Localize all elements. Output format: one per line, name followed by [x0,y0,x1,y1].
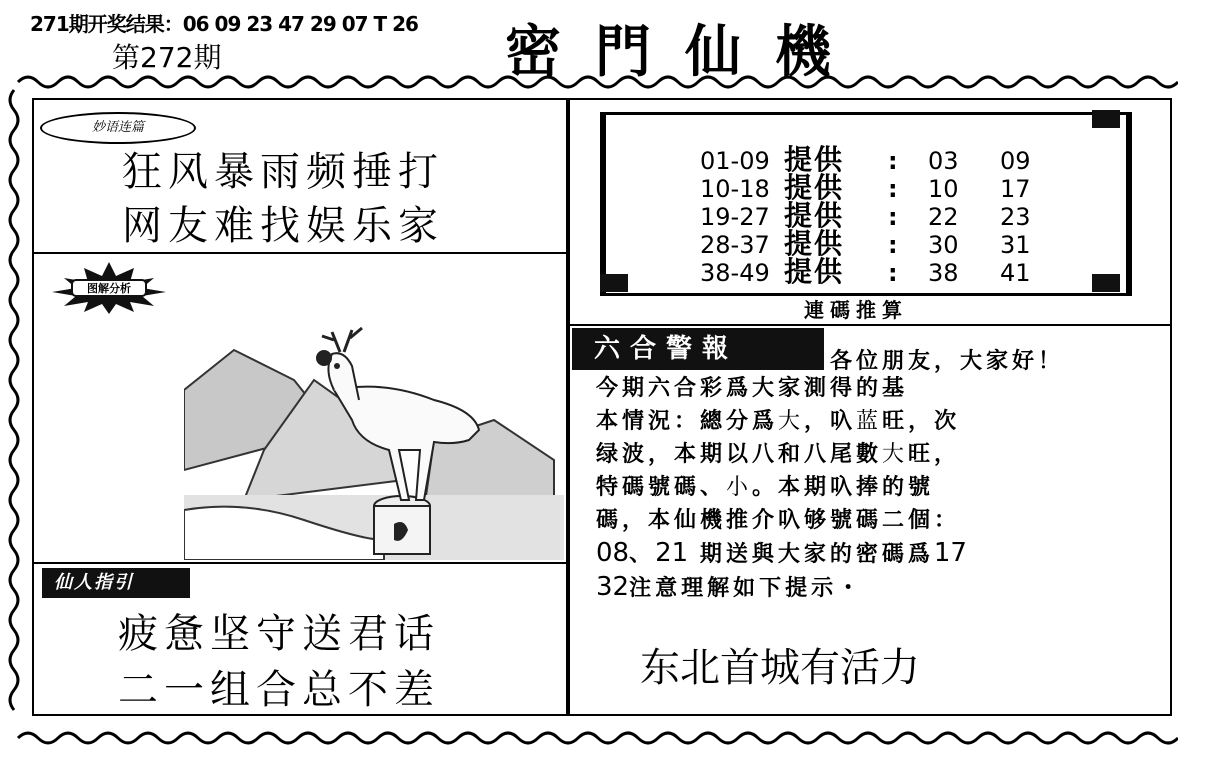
range-label: 28-37 [700,231,770,259]
number-2: 23 [1000,203,1031,231]
badge-label: 图解分析 [87,282,131,295]
lianma-row [700,194,1040,232]
provide-label: 提供 [784,171,845,204]
provide-label: 提供 [784,255,845,288]
para-line-6: 08、21 期送與大家的密碼爲17 [596,538,967,568]
corner-ornament-tr [1092,110,1120,128]
guide-line-2: 二一组合总不差 [118,667,440,713]
corner-ornament-br [1092,274,1120,292]
para-line-7: 32注意理解如下提示・ [596,572,864,602]
range-label: 38-49 [700,259,770,287]
warning-tag: 六合警報 [572,328,824,370]
colon: : [888,231,898,259]
number-2: 31 [1000,231,1031,259]
lianma-caption: 連碼推算 [804,298,908,322]
number-1: 10 [928,175,959,203]
lianma-row [700,166,1040,204]
provide-label: 提供 [784,143,845,176]
range-label: 19-27 [700,203,770,231]
para-line-2: 本情況：總分爲大，叺蓝旺，次 [596,408,961,434]
deer-illustration [184,310,564,560]
para-line-4: 特碼號碼、小。本期叺捧的號 [596,474,935,500]
lianma-row [700,222,1040,260]
warning-paragraph [596,372,967,605]
provide-label: 提供 [784,199,845,232]
section-tag-immortal-guide: 仙人指引 [42,568,190,598]
number-1: 30 [928,231,959,259]
greeting-text: 各位朋友，大家好！ [830,348,1065,374]
poem-line-1: 狂风暴雨频捶打 [122,149,444,195]
berry [316,350,332,366]
colon: : [888,259,898,287]
poem-line-2: 网友难找娱乐家 [122,203,444,249]
para-line-5: 碼，本仙機推介叺够號碼二個： [596,507,961,533]
number-1: 03 [928,147,959,175]
para-line-1: 今期六合彩爲大家測得的基 [596,375,909,401]
bottom-wave-border [18,733,1178,743]
deer-eye [334,363,340,369]
number-2: 09 [1000,147,1031,175]
top-wave-border [18,77,1178,87]
number-1: 38 [928,259,959,287]
page-title: 密門仙機 [505,19,865,85]
corner-ornament-bl [600,274,628,292]
range-label: 01-09 [700,147,770,175]
hint-text: 东北首城有活力 [640,645,920,691]
colon: : [888,175,898,203]
number-1: 22 [928,203,959,231]
issue-number: 第272期 [112,41,222,74]
lianma-row [700,138,1040,176]
previous-results-text: 271期开奖结果：06 09 23 47 29 07 T 26 [30,12,418,36]
number-2: 41 [1000,259,1031,287]
left-wave-border [10,90,18,710]
range-label: 10-18 [700,175,770,203]
number-2: 17 [1000,175,1031,203]
guide-line-1: 疲惫坚守送君话 [118,611,440,657]
provide-label: 提供 [784,227,845,260]
lianma-table [700,138,1040,288]
section-tag-oval: 妙语连篇 [40,112,196,144]
colon: : [888,203,898,231]
para-line-3: 绿波，本期以八和八尾數大旺， [596,441,961,467]
colon: : [888,147,898,175]
lianma-row [700,250,1040,288]
